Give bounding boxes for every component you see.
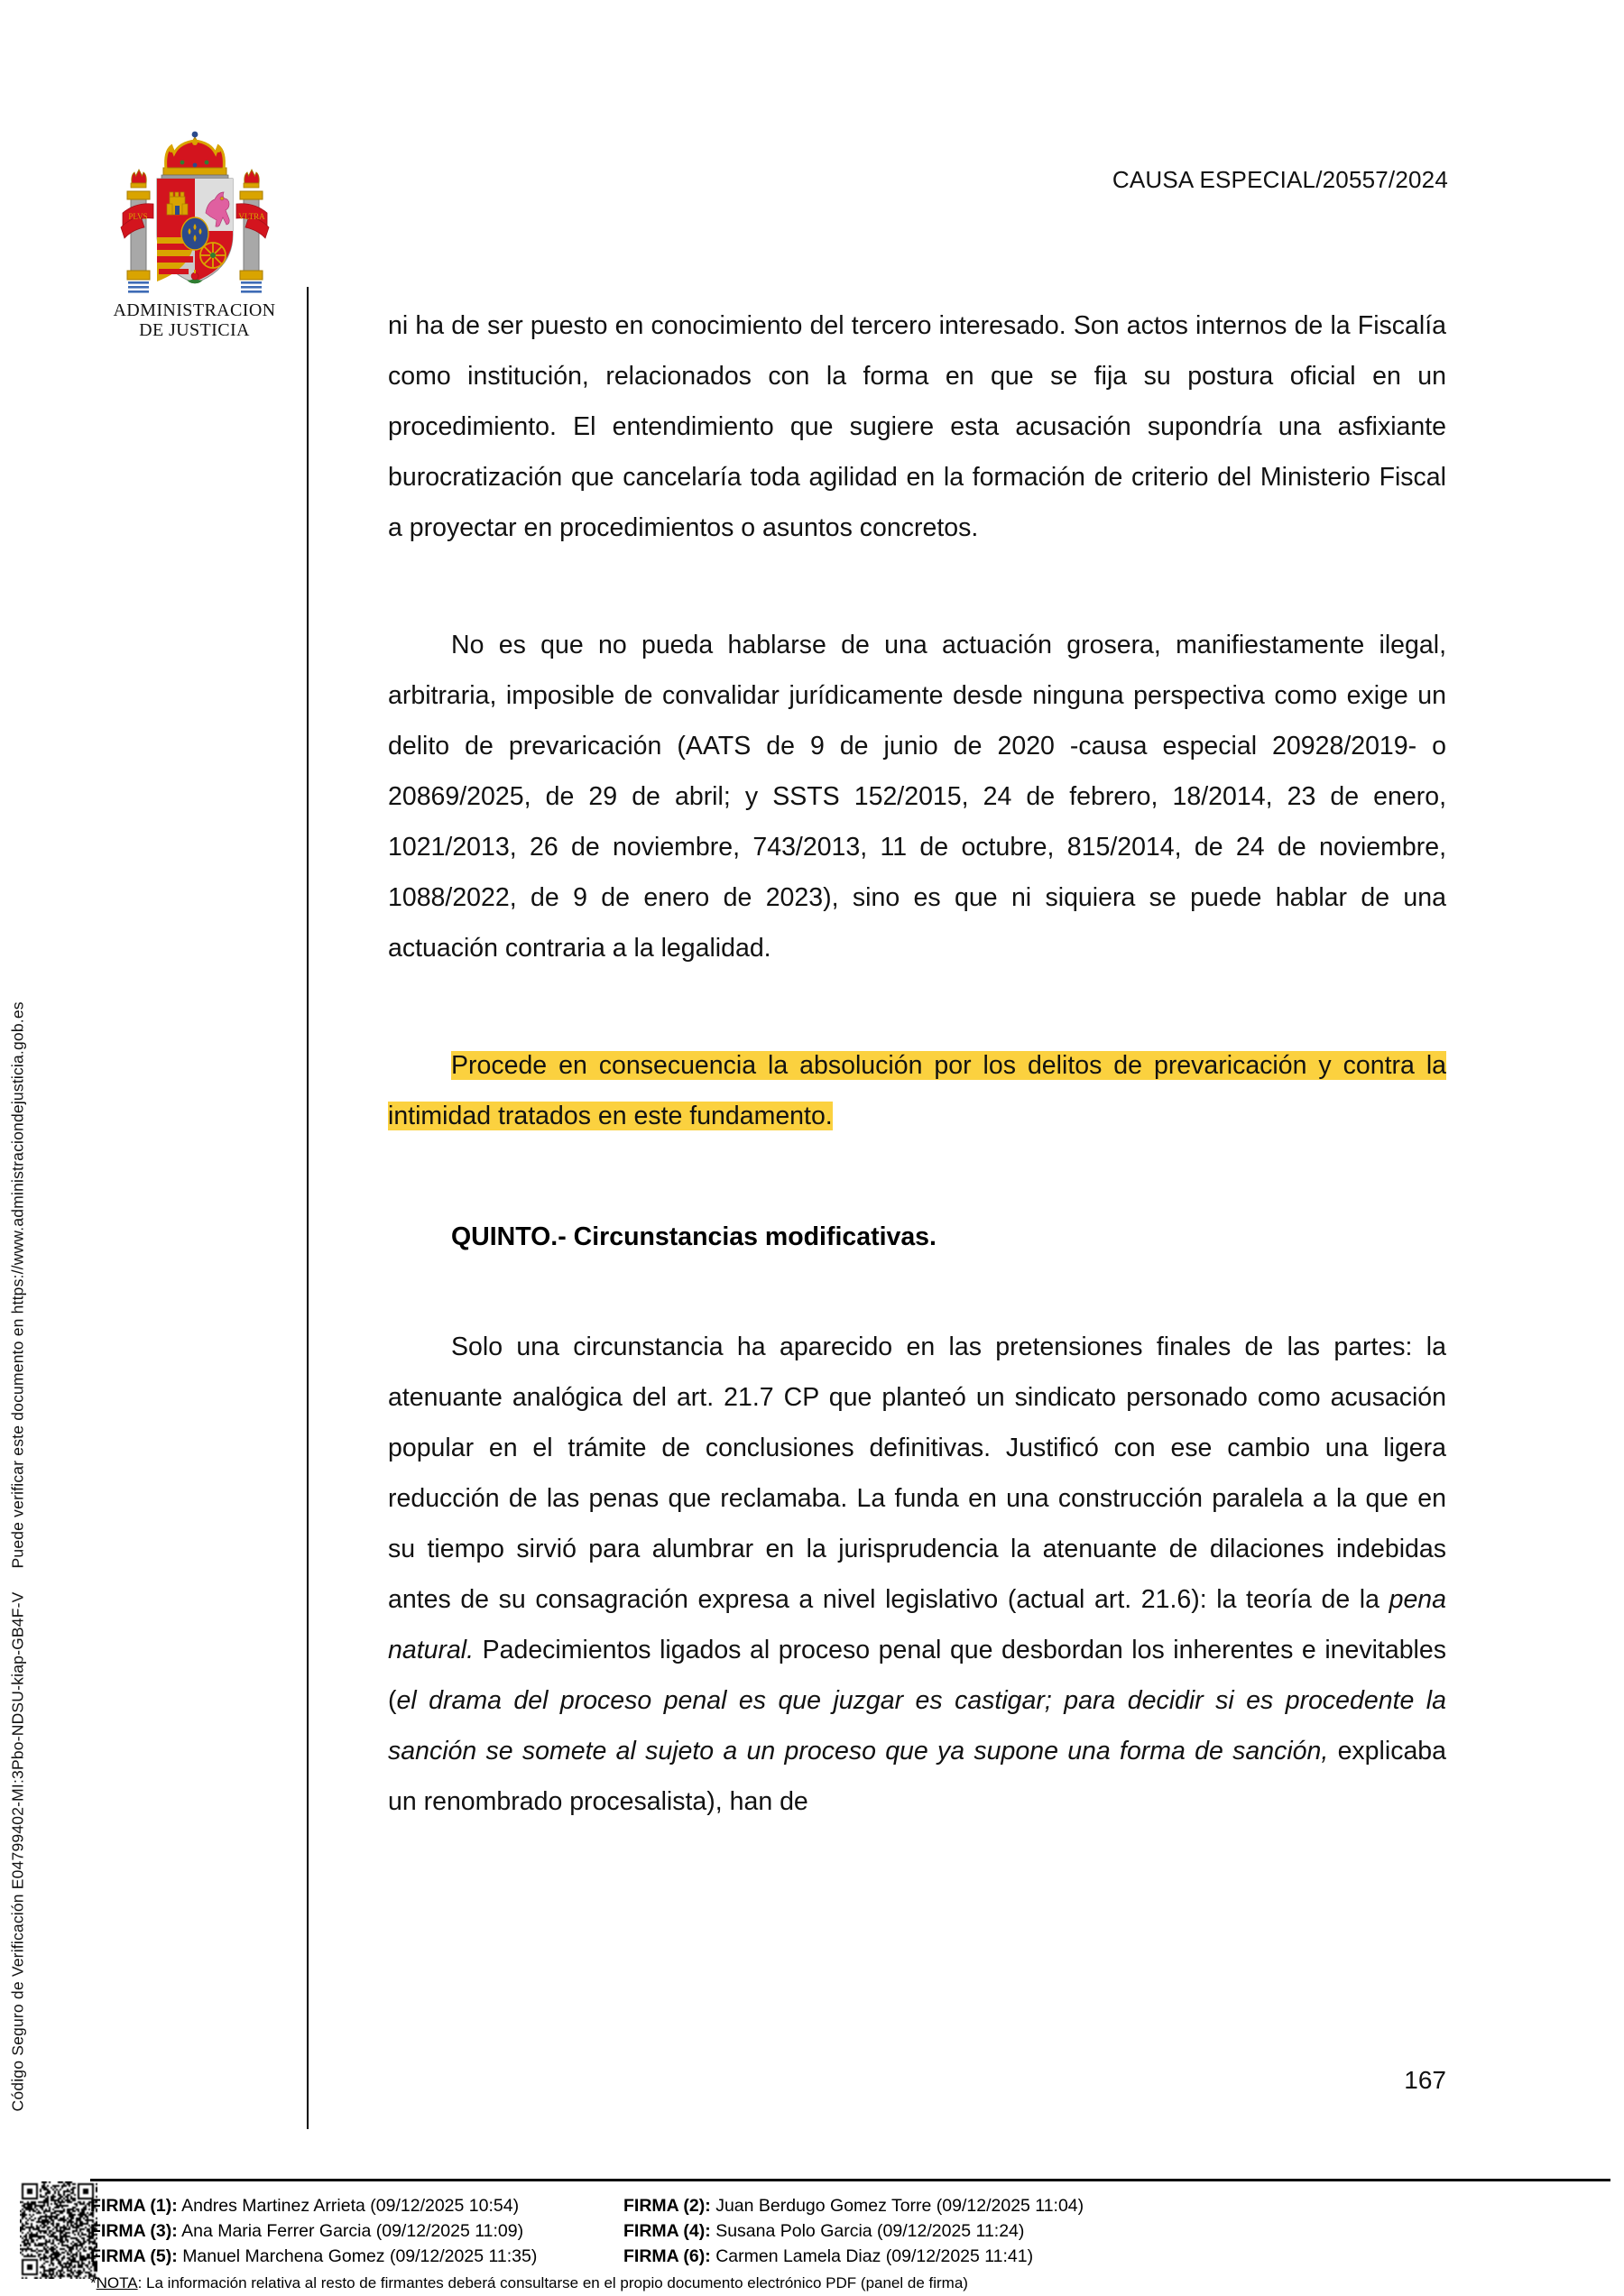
signature-value: Ana Maria Ferrer Garcia (09/12/2025 11:09) [181, 2221, 524, 2241]
signature-grid [90, 2193, 1610, 2269]
signature-value: Manuel Marchena Gomez (09/12/2025 11:35) [182, 2246, 538, 2266]
section-spacer [388, 1141, 1446, 1219]
spain-coat-of-arms-icon [105, 126, 285, 298]
signature-label: FIRMA (6): [623, 2246, 711, 2266]
footer-note [90, 2273, 1610, 2293]
paragraph-1: ni ha de ser puesto en conocimiento del tercero interesado. Son actos internos de la Fiscalía como institución, relacionados con la forma en que se fija su postura oficial en un procedimiento. El entendimiento que sugiere esta acusación supondría una asfixiante burocratización que cancelaría toda agilidad en la formación de criterio del Ministerio Fiscal a proyectar en procedimientos o asuntos concretos. [388, 311, 1446, 542]
paragraph-3-highlighted [388, 1040, 1446, 1141]
verification-strip-text [8, 1000, 27, 2111]
paragraph-spacer [388, 1004, 1446, 1040]
paragraph-4-italic1: pena natural. [388, 1585, 1446, 1664]
emblem-caption [97, 301, 291, 340]
signature-label: FIRMA (2): [623, 2196, 711, 2216]
signature-label: FIRMA (4): [623, 2221, 711, 2241]
signature-value: Juan Berdugo Gomez Torre (09/12/2025 11:04) [715, 2196, 1084, 2216]
signature-footer [0, 2179, 1624, 2296]
signature-row [623, 2244, 1610, 2269]
emblem-caption-line2: DE JUSTICIA [139, 319, 250, 340]
note-text: : La información relativa al resto de firmantes deberá consultarse en el propio documento electrónico PDF (panel de firma) [137, 2274, 968, 2291]
case-reference-header: CAUSA ESPECIAL/20557/2024 [1112, 166, 1448, 193]
margin-divider [307, 287, 309, 2129]
svg-text:PLVS: PLVS [127, 212, 148, 221]
signature-block [90, 2193, 1610, 2293]
verification-url-text: Puede verificar este documento en https://www.administraciondejusticia.gob.es [8, 1000, 27, 1568]
signature-row [90, 2193, 537, 2218]
signature-value: Carmen Lamela Diaz (09/12/2025 11:41) [715, 2246, 1034, 2266]
signature-label: FIRMA (1): [90, 2196, 178, 2216]
signature-row [623, 2218, 1610, 2244]
signature-label: FIRMA (3): [90, 2221, 178, 2241]
note-label: NOTA [96, 2274, 138, 2291]
signature-value: Susana Polo Garcia (09/12/2025 11:24) [715, 2221, 1025, 2241]
section-heading-quinto: QUINTO.- Circunstancias modificativas. [451, 1222, 937, 1251]
footer-divider [90, 2179, 1610, 2181]
coat-of-arms-emblem [97, 126, 291, 340]
paragraph-4-part2: Padecimientos ligados al proceso penal que desbordan los inherentes e inevitables ( [388, 1636, 1446, 1715]
paragraph-4-italic2: el drama del proceso penal es que juzgar es castigar; para decidir si es procedente la sanción se somete al sujeto a un proceso que ya supone una forma de sanción, [388, 1686, 1446, 1766]
svg-text:VLTRA: VLTRA [237, 212, 265, 221]
paragraph-spacer [388, 584, 1446, 620]
document-body [388, 300, 1446, 1827]
signature-row [623, 2193, 1610, 2218]
page-number: 167 [1404, 2066, 1446, 2094]
paragraph-4 [388, 1322, 1446, 1827]
paragraph-4-part3: explicaba un renombrado procesalista), han de [388, 1737, 1446, 1816]
verification-code: Código Seguro de Verificación E04799402-MI:3Pbo-NDSU-kiap-GB4F-V [8, 1591, 27, 2111]
highlighted-text: Procede en consecuencia la absolución por los delitos de prevaricación y contra la intimidad tratados en este fundamento. [388, 1051, 1446, 1130]
heading-spacer [388, 1255, 1446, 1322]
signature-row [90, 2218, 537, 2244]
paragraph-4-part1: Solo una circunstancia ha aparecido en las pretensiones finales de las partes: la atenuante analógica del art. 21.7 CP que planteó un sindicato personado como acusación popular en el trámite de conclusiones definitivas. Justificó con ese cambio una ligera reducción de las penas que reclamaba. La funda en una construcción paralela a la que en su tiempo sirvió para alumbrar en la jurisprudencia la atenuante de dilaciones indebidas antes de su consagración expresa a nivel legislativo (actual art. 21.6): la teoría de la [388, 1332, 1446, 1614]
signature-row [90, 2244, 537, 2269]
note-asterisk: * [90, 2274, 97, 2291]
emblem-caption-line1: ADMINISTRACION [113, 300, 276, 320]
verification-strip [0, 0, 52, 2129]
signature-label: FIRMA (5): [90, 2246, 178, 2266]
paragraph-2: No es que no pueda hablarse de una actuación grosera, manifiestamente ilegal, arbitraria, imposible de convalidar jurídicamente desde ninguna perspectiva como exige un delito de prevaricación (AATS de 9 de junio de 2020 -causa especial 20928/2019- o 20869/2025, de 29 de abril; y SSTS 152/2015, 24 de febrero, 18/2014, 23 de enero, 1021/2013, 26 de noviembre, 743/2013, 11 de octubre, 815/2014, de 24 de noviembre, 1088/2022, de 9 de enero de 2023), sino es que ni siquiera se puede hablar de una actuación contraria a la legalidad. [388, 631, 1446, 963]
signature-value: Andres Martinez Arrieta (09/12/2025 10:54) [181, 2196, 520, 2216]
